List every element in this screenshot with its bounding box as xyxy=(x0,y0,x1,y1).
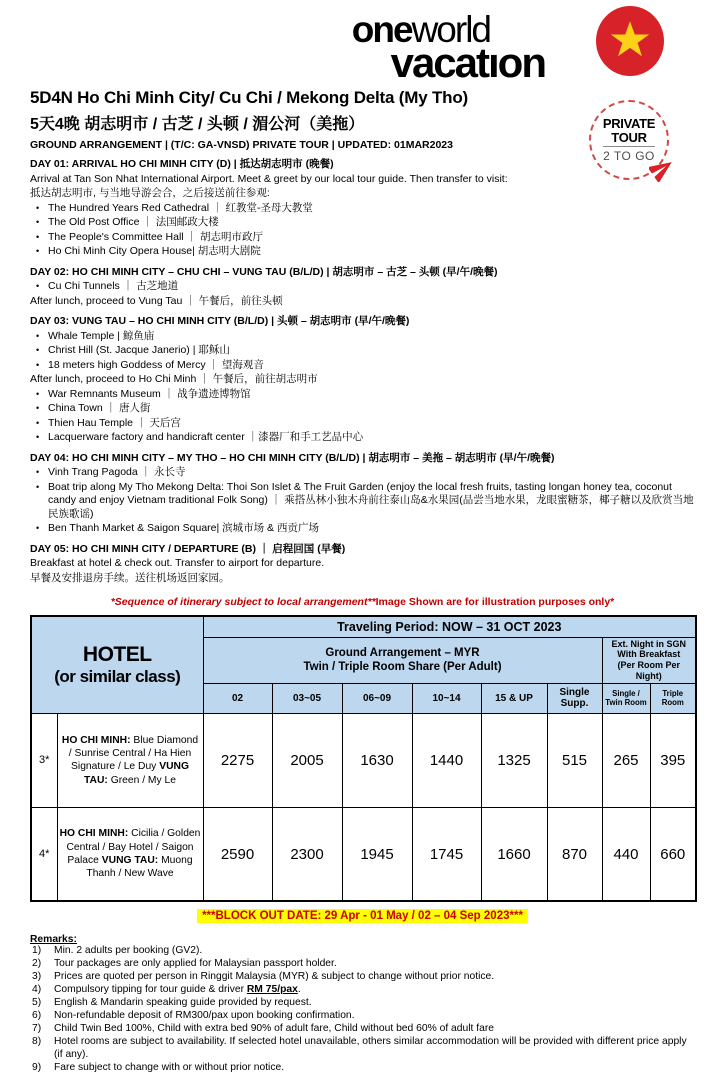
remark-item xyxy=(30,971,695,984)
itinerary-text-line: Arrival at Tan Son Nhat International Airport. Meet & greet by our local tour guide. Then transfer to visit: xyxy=(30,172,508,185)
pax-col-06-09: 06~09 xyxy=(342,683,412,713)
itinerary-bullet xyxy=(30,431,695,445)
bullet-icon: • xyxy=(36,359,40,370)
badge-tour-label: TOUR xyxy=(611,129,647,145)
hotel-names-cell xyxy=(57,807,203,901)
ext-col-single-twin: Single / Twin Room xyxy=(602,683,650,713)
bullet-icon: • xyxy=(36,523,40,534)
vungtau-hotels: Green / My Le xyxy=(107,774,176,786)
price-cell: 1660 xyxy=(481,807,547,901)
logo-world: world xyxy=(411,9,490,50)
itinerary-text-line: 早餐及安排退房手续。送往机场返回家园。 xyxy=(30,571,230,584)
itinerary xyxy=(30,158,695,585)
vungtau-label: VUNG TAU: xyxy=(84,761,189,786)
ext-night-line3: (Per Room Per Night) xyxy=(617,660,681,682)
remark-text xyxy=(54,984,695,997)
bullet-icon: • xyxy=(36,467,40,478)
bullet-icon: • xyxy=(36,217,40,228)
remark-item xyxy=(30,1023,695,1036)
remark-segment: . xyxy=(297,984,301,996)
bullet-icon: • xyxy=(36,345,40,356)
itinerary-text-line: After lunch, proceed to Vung Tau ｜ 午餐后，前往头顿 xyxy=(30,294,283,307)
remark-text xyxy=(54,958,695,971)
remark-number: 6) xyxy=(32,1010,42,1022)
ground-arrangement-line1: Ground Arrangement – MYR xyxy=(325,646,480,659)
remark-number: 1) xyxy=(32,945,42,957)
itinerary-item-text: Vinh Trang Pagoda ｜ 永长寺 xyxy=(48,466,186,479)
day-heading: DAY 01: ARRIVAL HO CHI MINH CITY (D) | 抵达胡志明市 (晚餐) xyxy=(30,158,334,170)
price-cell: 660 xyxy=(650,807,696,901)
bullet-icon: • xyxy=(36,417,40,428)
price-cell: 2005 xyxy=(272,713,342,807)
page-title: 5D4N Ho Chi Minh City/ Cu Chi / Mekong Delta (My Tho) xyxy=(30,88,469,107)
itinerary-bullet xyxy=(30,330,695,344)
price-cell: 1440 xyxy=(412,713,481,807)
ext-night-header xyxy=(602,637,696,683)
price-cell: 395 xyxy=(650,713,696,807)
itinerary-item-text: Lacquerware factory and handicraft center ｜漆器厂和手工艺品中心 xyxy=(48,431,364,444)
ground-arrangement-line2: Twin / Triple Room Share (Per Adult) xyxy=(303,661,502,674)
remark-segment: Tour packages are only applied for Malaysian passport holder. xyxy=(54,958,337,970)
price-cell: 1325 xyxy=(481,713,547,807)
badge-2togo-label: 2 TO GO xyxy=(603,149,655,164)
vungtau-hotels: Muong Thanh / New Wave xyxy=(86,855,193,880)
remark-segment: Non-refundable deposit of RM300/pax upon booking confirmation. xyxy=(54,1010,355,1022)
bullet-icon: • xyxy=(36,202,40,213)
price-cell: 440 xyxy=(602,807,650,901)
itinerary-text-line: Breakfast at hotel & check out. Transfer to airport for departure. xyxy=(30,557,325,570)
itinerary-day xyxy=(30,158,695,259)
remark-number: 5) xyxy=(32,997,42,1009)
price-cell: 265 xyxy=(602,713,650,807)
flag-star-icon xyxy=(610,21,650,59)
itinerary-text-line: 抵达胡志明市, 与当地导游会合，之后接送前往参观: xyxy=(30,187,270,200)
remark-item xyxy=(30,997,695,1010)
remark-number: 2) xyxy=(32,958,42,970)
day-heading: DAY 04: HO CHI MINH CITY – MY THO – HO CHI MINH CITY (B/L/D) | 胡志明市 – 美拖 – 胡志明市 (早/午/晚餐) xyxy=(30,451,555,464)
ground-arrangement-header xyxy=(203,637,602,683)
price-cell: 1745 xyxy=(412,807,481,901)
itinerary-bullet xyxy=(30,344,695,358)
remark-number: 4) xyxy=(32,984,42,996)
itinerary-bullet xyxy=(30,522,695,536)
remark-item xyxy=(30,984,695,997)
hotel-row xyxy=(31,713,696,807)
day-heading: DAY 02: HO CHI MINH CITY – CHU CHI – VUNG TAU (B/L/D) | 胡志明市 – 古芝 – 头顿 (早/午/晚餐) xyxy=(30,265,498,278)
itinerary-day xyxy=(30,266,695,309)
price-cell: 2275 xyxy=(203,713,272,807)
remark-segment: Compulsory tipping for tour guide & driver xyxy=(54,984,247,996)
itinerary-item-text: Ho Chi Minh City Opera House| 胡志明大剧院 xyxy=(48,245,261,258)
remark-segment: Hotel rooms are subject to availability. If selected hotel unavailable, others similar accommodation will be provided with different price apply (if any). xyxy=(54,1036,687,1061)
remark-segment: Prices are quoted per person in Ringgit Malaysia (MYR) & subject to change without prior notice. xyxy=(54,971,495,983)
remark-item xyxy=(30,1062,695,1075)
remarks-title: Remarks: xyxy=(30,934,77,946)
itinerary-item-text: The People's Committee Hall ｜ 胡志明市政厅 xyxy=(48,230,263,243)
remark-text xyxy=(54,1036,695,1062)
itinerary-bullet xyxy=(30,245,695,259)
price-cell: 2590 xyxy=(203,807,272,901)
bullet-icon: • xyxy=(36,481,40,492)
itinerary-bullet xyxy=(30,231,695,245)
hotel-header-label: HOTEL xyxy=(82,642,152,666)
hcm-label: HO CHI MINH: xyxy=(61,734,131,746)
remark-item xyxy=(30,1010,695,1023)
itinerary-bullet xyxy=(30,402,695,416)
hotel-header-sublabel: (or similar class) xyxy=(54,666,181,686)
page-title-chinese: 5天4晚 胡志明市 / 古芝 / 头顿 / 湄公河（美拖） xyxy=(30,116,365,133)
remark-number: 8) xyxy=(32,1036,42,1048)
itinerary-text-line: After lunch, proceed to Ho Chi Minh ｜ 午餐后，前往胡志明市 xyxy=(30,373,318,386)
vietnam-flag-icon xyxy=(596,6,664,76)
remark-segment: Child Twin Bed 100%, Child with extra bed 90% of adult fare, Child without bed 60% of adult fare xyxy=(54,1023,494,1035)
itinerary-day xyxy=(30,315,695,445)
badge-private-label: PRIVATE xyxy=(602,115,656,131)
itinerary-bullet xyxy=(30,388,695,402)
blockout-date-highlight: ***BLOCK OUT DATE: 29 Apr - 01 May / 02 – 04 Sep 2023*** xyxy=(197,909,528,923)
itinerary-item-text: Ben Thanh Market & Saigon Square| 滨城市场 & 西贡广场 xyxy=(48,522,319,535)
remark-item xyxy=(30,958,695,971)
blockout-wrap xyxy=(30,906,695,924)
pax-col-single-supp: Single Supp. xyxy=(547,683,602,713)
bullet-icon: • xyxy=(36,388,40,399)
itinerary-item-text: Cu Chi Tunnels ｜ 古芝地道 xyxy=(48,280,179,293)
hotel-star-rating: 3* xyxy=(31,713,57,807)
bullet-icon: • xyxy=(36,432,40,443)
disclaimer-plain: Image Shown are for illustration purposes only* xyxy=(375,596,615,609)
remark-text xyxy=(54,945,695,958)
itinerary-item-text: 18 meters high Goddess of Mercy ｜ 望海观音 xyxy=(48,358,264,371)
itinerary-item-text: War Remnants Museum ｜ 战争遗迹博物馆 xyxy=(48,387,251,400)
itinerary-bullet xyxy=(30,481,695,521)
remark-emphasis: RM 75/pax xyxy=(246,984,298,996)
oneworld-vacation-logo xyxy=(0,9,545,87)
itinerary-bullet xyxy=(30,202,695,216)
hotel-names-cell xyxy=(57,713,203,807)
hcm-hotels: Blue Diamond / Sunrise Central / Ha Hien Signature / Le Duy xyxy=(68,734,199,773)
itinerary-item-text: Thien Hau Temple ｜ 天后宫 xyxy=(48,416,181,429)
pax-col-10-14: 10~14 xyxy=(412,683,481,713)
remark-text xyxy=(54,1023,695,1036)
price-table xyxy=(30,615,697,902)
remark-segment: English & Mandarin speaking guide provided by request. xyxy=(54,997,312,1009)
price-cell: 870 xyxy=(547,807,602,901)
itinerary-bullet xyxy=(30,359,695,373)
remark-number: 3) xyxy=(32,971,42,983)
remark-text xyxy=(54,1010,695,1023)
day-heading: DAY 03: VUNG TAU – HO CHI MINH CITY (B/L/D) | 头顿 – 胡志明市 (早/午/晚餐) xyxy=(30,315,410,328)
itinerary-item-text: Boat trip along My Tho Mekong Delta: Thoi Son Islet & The Fruit Garden (enjoy the local fresh fruits, tasting longan honey tea, coconut candy and enjoy Vietnam traditional Folk Song) ｜ 乘搭丛林小独木舟前往泰山岛&水果园(品尝当地水果，龙眼蜜糖茶，椰子糖以及欣赏当地民族歌谣) xyxy=(48,480,694,520)
price-cell: 515 xyxy=(547,713,602,807)
logo-one: one xyxy=(351,9,412,50)
bullet-icon: • xyxy=(36,231,40,242)
pax-col-15up: 15 & UP xyxy=(481,683,547,713)
price-cell: 2300 xyxy=(272,807,342,901)
remark-text xyxy=(54,971,695,984)
hcm-label: HO CHI MINH: xyxy=(59,828,129,840)
remark-text xyxy=(54,997,695,1010)
disclaimer-line xyxy=(30,596,695,608)
itinerary-item-text: China Town ｜ 唐人街 xyxy=(48,402,151,415)
itinerary-bullet xyxy=(30,417,695,431)
disclaimer-italic: *Sequence of itinerary subject to local arrangement** xyxy=(110,596,376,609)
day-heading: DAY 05: HO CHI MINH CITY / DEPARTURE (B) ｜ 启程回国 (早餐) xyxy=(30,542,346,555)
arrangement-meta-line: GROUND ARRANGEMENT | (T/C: GA-VNSD) PRIVATE TOUR | UPDATED: 01MAR2023 xyxy=(30,139,453,151)
hcm-hotels: Cicilia / Golden Central / Bay Hotel / Saigon Palace xyxy=(66,828,201,867)
pax-col-02: 02 xyxy=(203,683,272,713)
itinerary-item-text: The Old Post Office ｜ 法国邮政大楼 xyxy=(48,216,219,229)
ext-night-line1: Ext. Night in SGN xyxy=(611,638,687,649)
price-cell: 1630 xyxy=(342,713,412,807)
bullet-icon: • xyxy=(36,403,40,414)
remark-text xyxy=(54,1062,695,1075)
remark-number: 7) xyxy=(32,1023,42,1035)
remark-segment: Fare subject to change with or without prior notice. xyxy=(54,1062,285,1074)
hotel-star-rating: 4* xyxy=(31,807,57,901)
bullet-icon: • xyxy=(36,246,40,257)
hotel-row xyxy=(31,807,696,901)
remark-segment: Min. 2 adults per booking (GV2). xyxy=(54,945,203,957)
itinerary-bullet xyxy=(30,216,695,230)
bullet-icon: • xyxy=(36,330,40,341)
bullet-icon: • xyxy=(36,281,40,292)
logo-line-vacation: vacatıon xyxy=(390,39,545,87)
traveling-period-header: Traveling Period: NOW – 31 OCT 2023 xyxy=(203,616,696,637)
remark-item xyxy=(30,945,695,958)
pax-col-03-05: 03~05 xyxy=(272,683,342,713)
itinerary-day xyxy=(30,452,695,536)
itinerary-bullet xyxy=(30,280,695,294)
itinerary-bullet xyxy=(30,466,695,480)
remarks-list xyxy=(30,945,695,1075)
ext-col-triple: Triple Room xyxy=(650,683,696,713)
document-body xyxy=(30,88,695,1075)
vungtau-label: VUNG TAU: xyxy=(101,855,159,867)
remarks-section xyxy=(30,934,695,1075)
remark-number: 9) xyxy=(32,1062,42,1074)
ext-night-line2: With Breakfast xyxy=(617,649,681,660)
itinerary-item-text: Christ Hill (St. Jacque Janerio) | 耶稣山 xyxy=(48,344,230,357)
itinerary-day xyxy=(30,543,695,586)
itinerary-item-text: The Hundred Years Red Cathedral ｜ 红教堂-圣母大教堂 xyxy=(48,201,313,214)
itinerary-item-text: Whale Temple | 鲸鱼庙 xyxy=(48,329,155,342)
hotel-column-header xyxy=(31,616,203,713)
remark-item xyxy=(30,1036,695,1062)
price-cell: 1945 xyxy=(342,807,412,901)
